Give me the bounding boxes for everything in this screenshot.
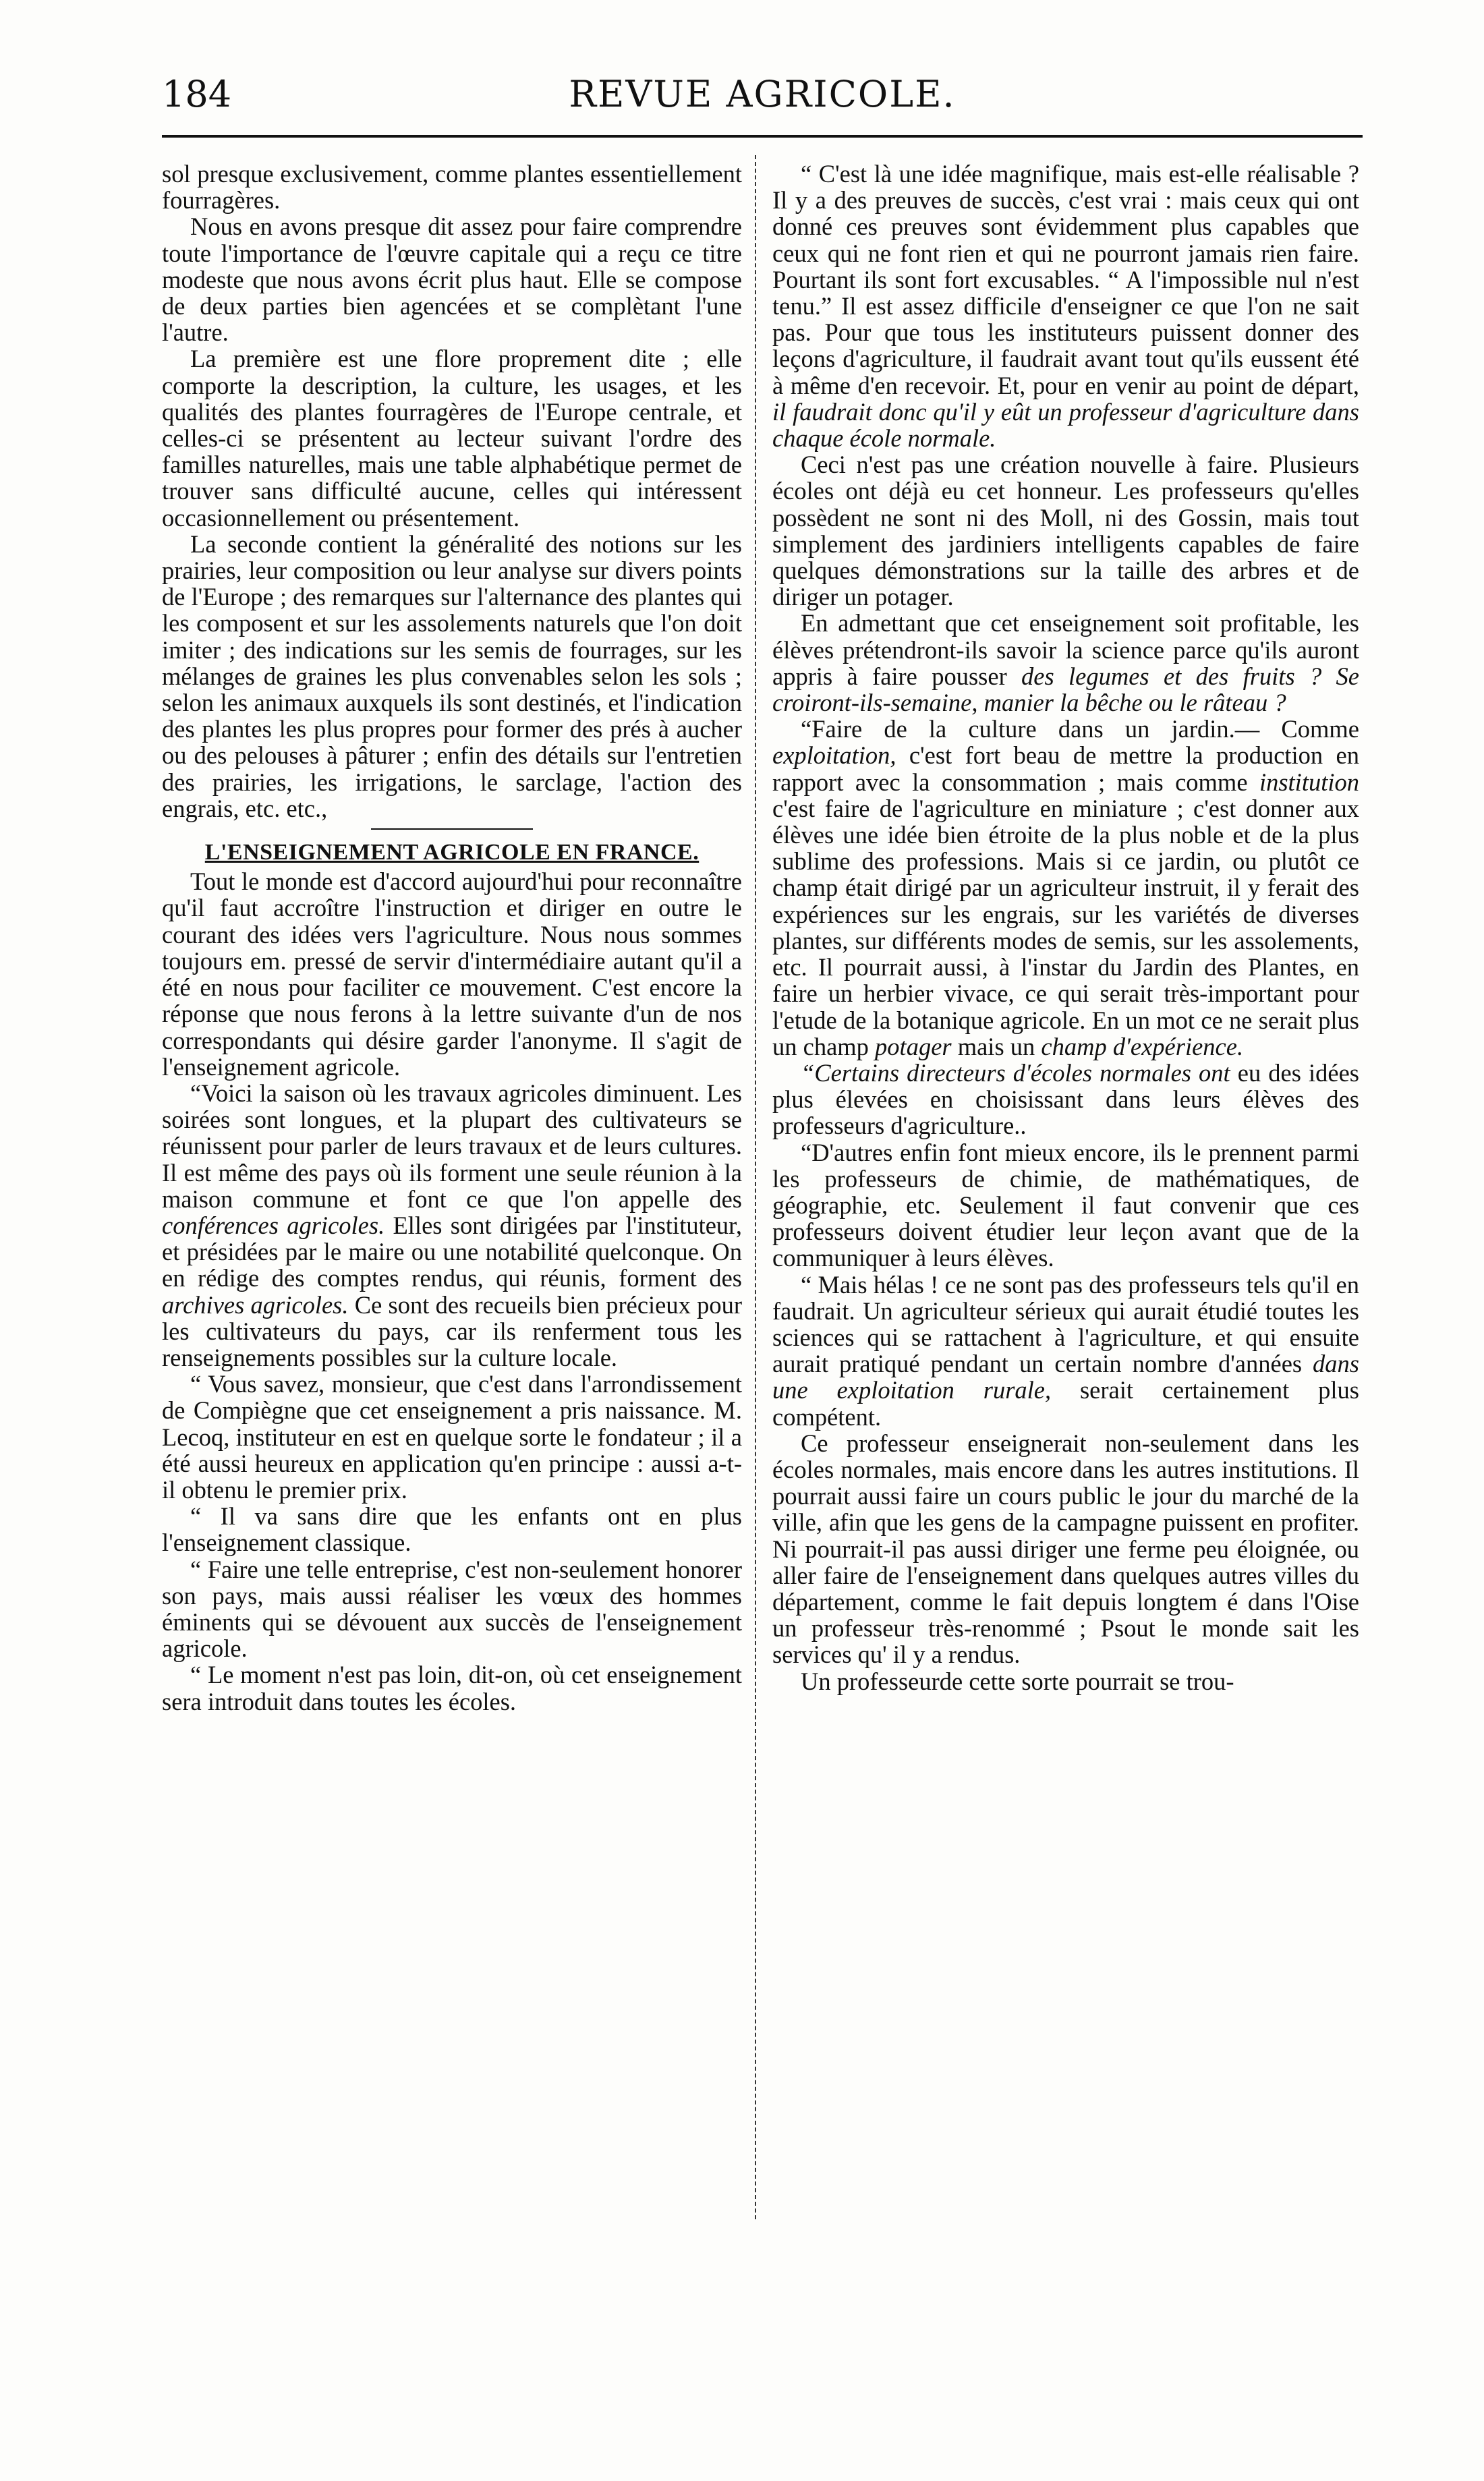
paragraph <box>162 1080 742 1371</box>
paragraph <box>772 161 1359 451</box>
text-run: En admettant que cet enseignement soit profitable, les élèves prétendront-ils savoir la science parce qu'ils auront appris à faire pousser <box>772 609 1359 690</box>
paragraph: Tout le monde est d'accord aujourd'hui pour reconnaître qu'il faut accroître l'instruction et diriger en outre le courant des idées vers l'agriculture. Nous nous sommes toujours em. pressé de servir d'intermédiaire autant qu'il a été en nous pour faciliter ce mouvement. C'est encore la réponse que nous ferons à la lettre suivante d'un de nos correspondants qui désire garder l'anonyme. Il s'agit de l'enseignement agricole. <box>162 867 742 1081</box>
italic-text: potager <box>875 1032 952 1060</box>
column-divider <box>755 155 756 2219</box>
left-column <box>162 161 742 1715</box>
paragraph: Nous en avons presque dit assez pour faire comprendre toute l'importance de l'œuvre capitale qui a reçu ce titre modeste que nous avons écrit plus haut. Elle se compose de deux parties bien agencées et se complètant l'une l'autre. <box>162 212 742 347</box>
italic-text: institution <box>1259 768 1359 796</box>
paragraph: “ Il va sans dire que les enfants ont en plus l'enseignement classique. <box>162 1502 742 1557</box>
paragraph: La première est une flore proprement dite ; elle comporte la description, la culture, les usages, et les qualités des plantes fourragères de l'Europe centrale, et celles-ci se présentent au lecteur suivant l'ordre des familles naturelles, mais une table alphabétique permet de trouver sans difficulté aucune, celles qui intéressent occasionnellement ou présentement. <box>162 345 742 532</box>
paragraph: “ Le moment n'est pas loin, dit-on, où cet enseignement sera introduit dans toutes les écoles. <box>162 1661 742 1715</box>
text-run: Se croiront-ils-semaine, manier la bêche ou le râteau ? <box>772 662 1360 717</box>
paragraph: sol presque exclusivement, comme plantes essentiellement fourragères. <box>162 160 742 215</box>
page-header <box>162 73 1363 127</box>
text-run: eu des idées plus élevées en choisissant dans leurs élèves des professeurs d'agriculture.. <box>772 1058 1359 1140</box>
italic-text: archives agricoles. <box>162 1290 349 1319</box>
paragraph <box>772 1060 1359 1139</box>
page-number: 184 <box>162 73 232 115</box>
paragraph: Ce professeur enseignerait non-seulement dans les écoles normales, mais encore dans les autres institutions. Il pourrait aussi faire un cours public le jour du marché de la ville, afin que les gens de la campagne puissent en profiter. Ni pourrait-il pas aussi diriger une ferme peu éloignée, ou aller faire de l'enseignement dans quelques autres villes du département, comme le fait depuis longtem é dans l'Oise un professeur très-renommé ; Psout le monde sait les services qu' il y a rendus. <box>772 1429 1359 1669</box>
text-run: mais un <box>951 1032 1041 1060</box>
paragraph: Ceci n'est pas une création nouvelle à faire. Plusieurs écoles ont déjà eu cet honneur. Les professeurs qu'elles possèdent ne sont ni des Moll, ni des Gossin, mais tout simplement des jardiniers intelligents capables de faire quelques démonstrations sur la taille des arbres et de diriger un potager. <box>772 451 1359 611</box>
text-run: “Voici la saison où les travaux agricoles diminuent. Les soirées sont longues, et la plupart des cultivateurs se réunissent pour parler de leurs travaux et de leurs cultures. Il est même des pays où ils forment une seule réunion à la maison commune et font ce que l'on appelle des <box>162 1079 742 1213</box>
italic-text: conférences agricoles. <box>162 1211 385 1239</box>
paragraph: “D'autres enfin font mieux encore, ils le prennent parmi les professeurs de chimie, de mathématiques, de géographie, etc. Seulement il faut convenir que ces professeurs doivent étudier leur leçon avant que de la communiquer à leurs élèves. <box>772 1138 1359 1272</box>
italic-text: “Certains directeurs d'écoles normales ont <box>801 1058 1230 1087</box>
text-run: serait certainement plus compétent. <box>772 1376 1360 1431</box>
paragraph: Un professeurde cette sorte pourrait se trou- <box>801 1667 1234 1695</box>
paragraph <box>772 610 1359 716</box>
paragraph: La seconde contient la généralité des notions sur les prairies, leur composition ou leur analyse sur divers points de l'Europe ; des remarques sur l'alternance des plantes qui les composent et sur les assolements naturels que l'on doit imiter ; des indications sur les semis de fourrages, sur les mélanges de graines les plus convenables selon les sols ; selon les animaux auxquels ils sont destinés, et l'indication des plantes les plus propres pour former des prés à aucher ou des pelouses à pâturer ; enfin des détails sur l'entretien des prairies, les irrigations, le sarclage, l'action des engrais, etc. etc., <box>162 530 742 822</box>
text-run: Ce sont des recueils bien précieux pour les cultivateurs du pays, car ils renferment tous les renseignements possibles sur la culture locale. <box>162 1290 743 1371</box>
italic-text: il faudrait donc qu'il y eût un professeur d'agriculture dans chaque école normale. <box>772 397 1359 453</box>
header-rule <box>162 135 1363 138</box>
text-run: “ C'est là une idée magnifique, mais est-elle réalisable ? Il y a des preuves de succès, c'est vrai : mais ceux qui ont donné ces preuves sont évidemment plus capables que ceux qui ne font rien et qui ne pourront jamais rien faire. Pourtant ils sont fort excusables. “ A l'impossible nul n'est tenu.” Il est assez difficile d'enseigner ce que l'on ne sait pas. Pour que tous les instituteurs puissent donner des leçons d'agriculture, il faudrait avant tout qu'ils eussent été à même d'en recevoir. Et, pour en venir au point de départ, <box>772 160 1359 399</box>
section-rule <box>371 828 533 830</box>
text-run: c'est fort beau de mettre la production en rapport avec la consommation ; mais comme <box>772 741 1359 796</box>
italic-text: dans une exploitation rurale, <box>772 1350 1359 1404</box>
paragraph: “ Faire une telle entreprise, c'est non-seulement honorer son pays, mais aussi réaliser les vœux des hommes éminents qui se dévouent aux succès de l'enseignement agricole. <box>162 1555 742 1663</box>
running-head: REVUE AGRICOLE. <box>569 73 956 115</box>
italic-text: champ d'expérience. <box>1041 1032 1244 1060</box>
italic-text: exploitation, <box>772 741 896 770</box>
paragraph <box>772 716 1359 1060</box>
paragraph: “ Vous savez, monsieur, que c'est dans l'arrondissement de Compiègne que cet enseignement a pris naissance. M. Lecoq, instituteur en est en quelque sorte le fondateur ; il a été aussi heureux en application qu'en principe : aussi a-t-il obtenu le premier prix. <box>162 1370 742 1504</box>
text-run: Elles sont dirigées par l'instituteur, et présidées par le maire ou une notabilité quelconque. On en rédige des comptes rendus, qui réunis, forment des <box>162 1211 742 1292</box>
section-title: L'ENSEIGNEMENT AGRICOLE EN FRANCE. <box>204 840 700 865</box>
text-run: “ Mais hélas ! ce ne sont pas des professeurs tels qu'il en faudrait. Un agriculteur sérieux qui aurait étudié toutes les sciences qui se rattachent à l'agriculture, et qui ensuite aurait pratiqué pendant un certain nombre d'années <box>772 1270 1359 1378</box>
paragraph <box>772 1272 1359 1430</box>
right-column <box>772 161 1359 1694</box>
text-run: “Faire de la culture dans un jardin.— Comme <box>801 715 1359 743</box>
italic-text: des legumes et des fruits ? <box>1021 662 1322 690</box>
text-run: c'est faire de l'agriculture en miniature ; c'est donner aux élèves une idée bien étroite de la plus noble et de la plus sublime des professions. Mais si ce jardin, ou plutôt ce champ était dirigé par un agriculteur instruit, il y ferait des expériences sur les engrais, sur les variétés de diverses plantes, sur différents modes de semis, sur les assolements, etc. Il pourrait aussi, à l'instar du Jardin des Plantes, en faire un herbier vivace, ce qui serait très-important pour l'etude de la botanique agricole. En un mot ce ne serait plus un champ <box>772 794 1359 1060</box>
